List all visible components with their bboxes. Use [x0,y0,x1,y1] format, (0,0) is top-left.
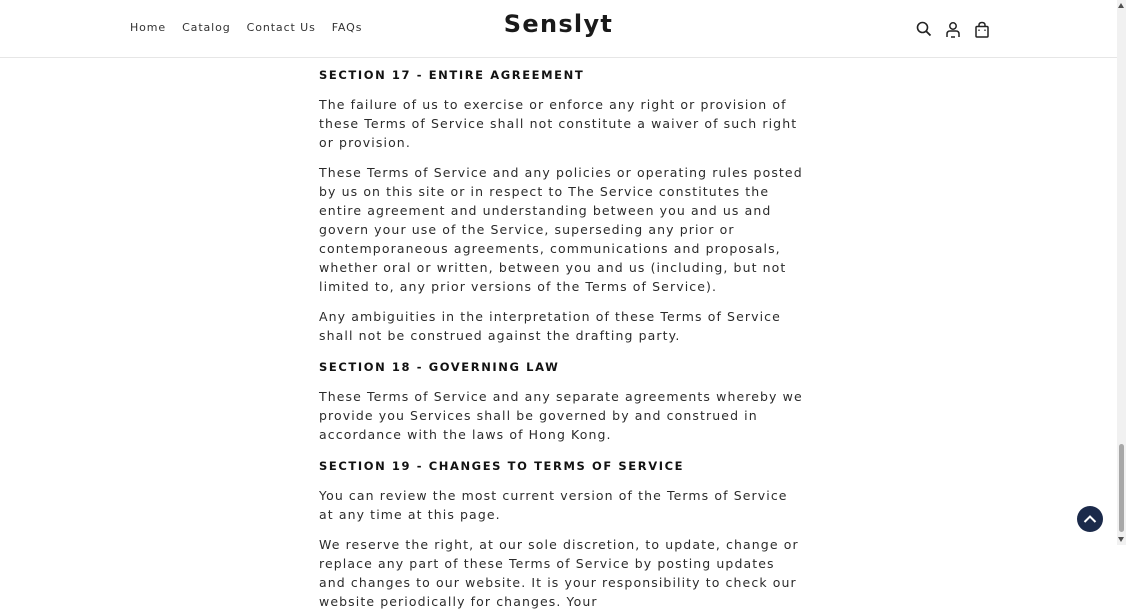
scrollbar[interactable] [1117,0,1126,545]
scroll-up-arrow-icon[interactable] [1118,3,1124,8]
nav-catalog[interactable]: Catalog [182,21,231,34]
site-logo[interactable]: Senslyt [503,10,614,38]
nav-home[interactable]: Home [130,21,167,34]
section-18-paragraph-1: These Terms of Service and any separate agreements whereby we provide you Services shall be governed by and construed in accordance with the laws of Hong Kong. [319,389,803,442]
scrollbar-thumb[interactable] [1119,444,1124,532]
scroll-down-arrow-icon[interactable] [1118,537,1124,542]
site-header [0,0,1117,58]
nav-faqs[interactable]: FAQs [331,21,363,34]
cart-icon[interactable] [967,16,996,42]
section-17-title: SECTION 17 - ENTIRE AGREEMENT [319,68,585,82]
back-to-top-button[interactable] [1077,506,1103,532]
section-18-title: SECTION 18 - GOVERNING LAW [319,360,560,374]
section-19-paragraph-1: You can review the most current version of the Terms of Service at any time at this page. [319,488,788,522]
main-nav [122,18,370,37]
terms-content [319,58,805,611]
section-17-paragraph-1: The failure of us to exercise or enforce any right or provision of these Terms of Service shall not constitute a waiver of such right or provision. [319,97,798,150]
section-17-paragraph-2: These Terms of Service and any policies or operating rules posted by us on this site or in respect to The Service constitutes the entire agreement and understanding between you and us and govern your use of the Service, superseding any prior or contemporaneous agreements, communications and proposals, whether oral or written, between you and us (including, but not limited to, any prior versions of the Terms of Service). [319,165,803,294]
section-19-title: SECTION 19 - CHANGES TO TERMS OF SERVICE [319,459,685,473]
section-17-paragraph-3: Any ambiguities in the interpretation of these Terms of Service shall not be construed against the drafting party. [319,309,781,343]
chevron-up-icon [1083,514,1097,524]
section-19-paragraph-2: We reserve the right, at our sole discretion, to update, change or replace any part of these Terms of Service by posting updates and changes to our website. It is your responsibility to check our website periodically for changes. Your [319,537,799,609]
account-icon[interactable] [938,16,967,42]
nav-contact-us[interactable]: Contact Us [246,21,316,34]
search-icon[interactable] [909,16,938,42]
